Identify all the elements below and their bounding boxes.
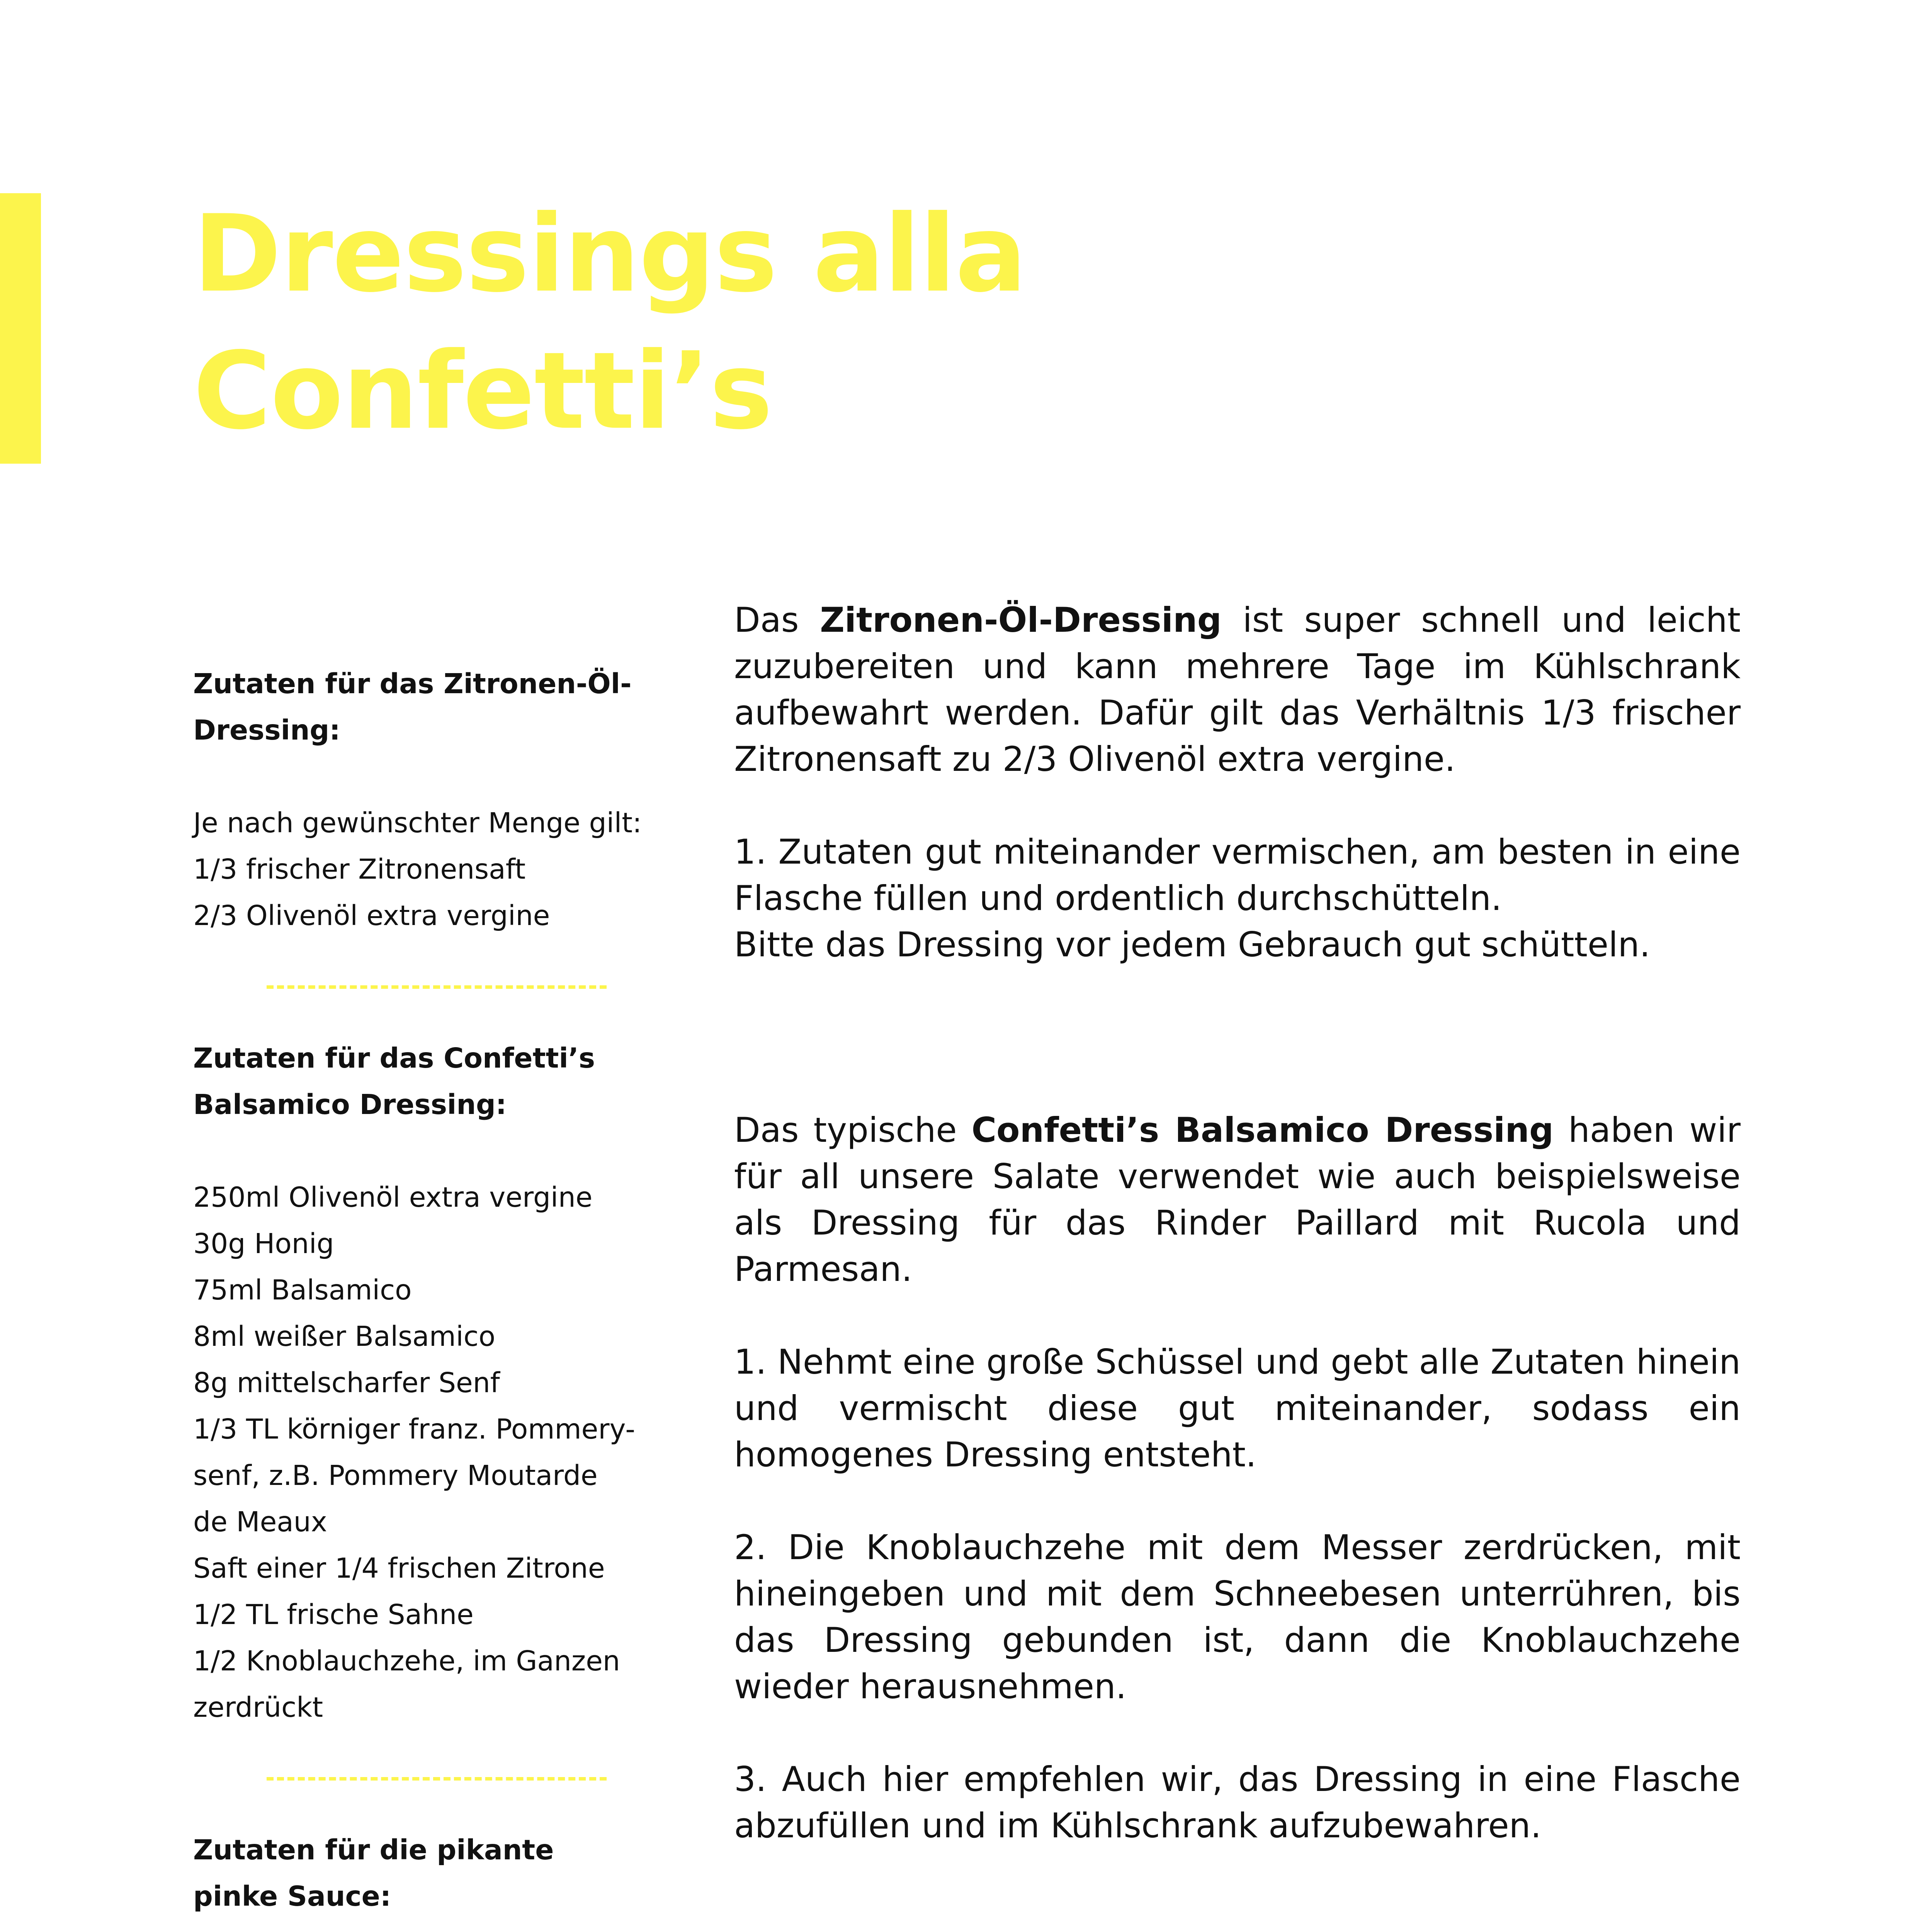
ingredients-pink bbox=[193, 1827, 668, 1932]
ingredient-item: 250ml Olivenöl extra vergine bbox=[193, 1181, 593, 1213]
ingredients-heading: Zutaten für das Zitronen-Öl- bbox=[193, 668, 632, 700]
ingredients-heading: Zutaten für das Confetti’s bbox=[193, 1042, 595, 1074]
step-text: Bitte das Dressing vor jedem Gebrauch gut schütteln. bbox=[734, 925, 1651, 964]
page-title bbox=[193, 185, 1120, 460]
title-line-2: Confetti’s bbox=[193, 329, 772, 453]
ingredients-balsamico bbox=[193, 1035, 668, 1731]
intro-text: Das bbox=[734, 600, 820, 640]
ingredients-heading: Dressing: bbox=[193, 714, 340, 746]
intro-text: ist super schnell und leicht zuzubereiten und kann mehrere Tage im Kühlschrank aufbewahrt werden. Dafür gilt das Verhältnis 1/3 frischer Zitronensaft zu 2/3 Olivenöl extra vergine. bbox=[734, 600, 1741, 779]
ingredient-item: 75ml Balsamico bbox=[193, 1274, 412, 1306]
accent-bar bbox=[0, 193, 41, 464]
ingredient-item: Saft einer 1/4 frischen Zitrone bbox=[193, 1552, 605, 1584]
ingredient-item: 1/3 frischer Zitronensaft bbox=[193, 853, 526, 885]
balsamico-step-1: 1. Nehmt eine große Schüssel und gebt alle Zutaten hinein und vermischt diese gut miteinander, sodass ein homogenes Dressing entsteht. bbox=[734, 1342, 1741, 1475]
intro-text: haben wir für all unsere Salate verwendet wie auch beispielsweise als Dressing für das Rinder Paillard mit Rucola und Parmesan. bbox=[734, 1110, 1741, 1289]
ingredients-heading: Zutaten für die pikante bbox=[193, 1834, 554, 1866]
section-divider bbox=[267, 1777, 607, 1781]
zitrone-note bbox=[734, 922, 1741, 968]
ingredient-item: 8ml weißer Balsamico bbox=[193, 1320, 496, 1352]
zitrone-intro bbox=[734, 597, 1741, 782]
balsamico-step-3: 3. Auch hier empfehlen wir, das Dressing in eine Flasche abzufüllen und im Kühlschrank aufzubewahren. bbox=[734, 1759, 1741, 1845]
ingredients-heading: Balsamico Dressing: bbox=[193, 1088, 507, 1121]
ingredient-item: 1/3 TL körniger franz. Pommery- bbox=[193, 1413, 635, 1445]
ingredient-item: 30g Honig bbox=[193, 1228, 334, 1260]
ingredient-item: 1/2 Knoblauchzehe, im Ganzen bbox=[193, 1645, 620, 1677]
ingredient-item: Je nach gewünschter Menge gilt: bbox=[193, 807, 642, 839]
balsamico-intro bbox=[734, 1107, 1741, 1293]
section-divider bbox=[267, 985, 607, 989]
ingredient-item: de Meaux bbox=[193, 1506, 327, 1538]
ingredients-column bbox=[193, 661, 668, 1932]
balsamico-step-2: 2. Die Knoblauchzehe mit dem Messer zerdrücken, mit hineingeben und mit dem Schneebesen unterrühren, bis das Dressing gebunden ist, dann die Knoblauchzehe wieder herausnehmen. bbox=[734, 1527, 1741, 1706]
dressing-name: Confetti’s Balsamico Dressing bbox=[971, 1110, 1554, 1150]
ingredient-item: zerdrückt bbox=[193, 1691, 323, 1723]
ingredients-zitrone bbox=[193, 661, 668, 939]
step-text: 1. Zutaten gut miteinander vermischen, am besten in eine Flasche füllen und ordentlich durchschütteln. bbox=[734, 832, 1741, 918]
ingredient-item: 2/3 Olivenöl extra vergine bbox=[193, 900, 550, 932]
ingredients-heading: pinke Sauce: bbox=[193, 1880, 391, 1912]
dressing-name: Zitronen-Öl-Dressing bbox=[820, 600, 1222, 640]
intro-text: Das typische bbox=[734, 1110, 972, 1150]
ingredient-item: senf, z.B. Pommery Moutarde bbox=[193, 1459, 598, 1492]
ingredient-item: 1/2 TL frische Sahne bbox=[193, 1599, 474, 1631]
zitrone-step-1 bbox=[734, 829, 1741, 922]
title-line-1: Dressings alla bbox=[193, 192, 1026, 316]
instructions-column bbox=[734, 597, 1741, 1932]
ingredient-item: 8g mittelscharfer Senf bbox=[193, 1367, 500, 1399]
